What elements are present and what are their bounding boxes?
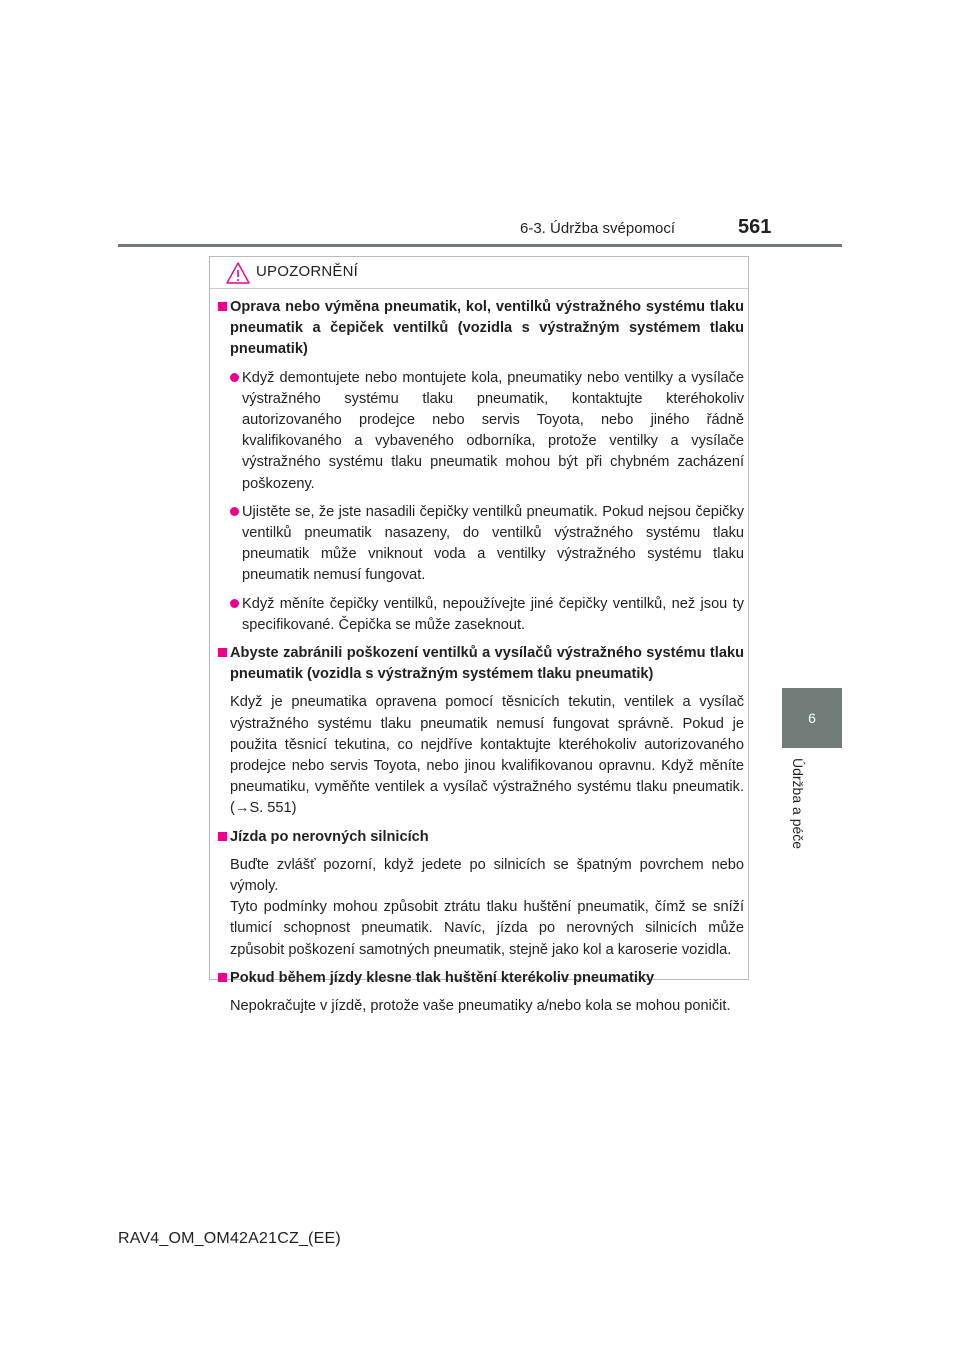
- bullet-text: Když demontujete nebo montujete kola, pneumatiky nebo ventilky a vysílače výstražného systému tlaku pneumatik, kontaktujte kteréhokoliv autorizovaného prodejce nebo servis Toyota, nebo jiného řádně kvalifikovaného a vybaveného odborníka, protože ventilky a vysílače výstražného systému tlaku pneumatik mohou být při chybném zacházení poškozeny.: [242, 369, 744, 492]
- caution-box: [209, 256, 749, 1015]
- chapter-tab: [782, 688, 842, 748]
- round-bullet-icon: [230, 373, 239, 382]
- section-heading: [218, 297, 744, 361]
- heading-text: Oprava nebo výměna pneumatik, kol, ventilků výstražného systému tlaku pneumatik a čepiček ventilků (vozidla s výstražným systémem tlaku pneumatik): [230, 299, 744, 358]
- paragraph: Když je pneumatika opravena pomocí těsnicích tekutin, ventilek a vysílač výstražného systému tlaku pneumatik nemusí fungovat správně. Pokud je použita těsnicí tekutina, co nejdříve kontaktujte kteréhokoliv autorizovaného prodejce nebo servis Toyota, nebo jinou kvalifikovanou opravnu. Když měníte pneumatiku, vyměňte ventilek a vysílač výstražného systému tlaku pneumatik. (→S. 551): [230, 694, 744, 817]
- document-code: RAV4_OM_OM42A21CZ_(EE): [118, 1230, 341, 1247]
- paragraph-line: Buďte zvlášť pozorní, když jedete po silnicích se špatným povrchem nebo výmoly.: [230, 856, 744, 895]
- section-title: 6-3. Údržba svépomocí: [520, 220, 676, 237]
- section-heading: [218, 827, 744, 848]
- caution-header: [210, 257, 748, 289]
- section-heading: [218, 968, 744, 989]
- bullet-text: Když měníte čepičky ventilků, nepoužívejte jiné čepičky ventilků, než jsou ty specifikované. Čepička se může zaseknout.: [242, 595, 744, 633]
- round-bullet-icon: [230, 507, 239, 516]
- caution-title: UPOZORNĚNÍ: [256, 263, 359, 280]
- heading-text: Pokud během jízdy klesne tlak huštění kterékoliv pneumatiky: [230, 969, 655, 986]
- bullet-item: [218, 368, 744, 495]
- paragraph-line: Tyto podmínky mohou způsobit ztrátu tlaku huštění pneumatik, čímž se sníží tlumicí schopnost pneumatik. Navíc, jízda po nerovných silnicích může způsobit poškození samotných pneumatik, stejně jako kol a karoserie vozidla.: [230, 899, 744, 958]
- page-number: 561: [738, 216, 772, 238]
- section-heading: [218, 643, 744, 685]
- paragraph: Nepokračujte v jízdě, protože vaše pneumatiky a/nebo kola se mohou poničit.: [230, 998, 731, 1015]
- chapter-label: Údržba a péče: [790, 758, 806, 850]
- square-bullet-icon: [218, 302, 227, 311]
- round-bullet-icon: [230, 599, 239, 608]
- chapter-number: 6: [808, 710, 816, 726]
- bullet-text: Ujistěte se, že jste nasadili čepičky ventilků pneumatik. Pokud nejsou čepičky ventilků pneumatik nasazeny, do ventilků výstražného systému tlaku pneumatik může vniknout voda a ventilky výstražného systému tlaku pneumatik nemusí fungovat.: [242, 503, 744, 584]
- heading-text: Abyste zabránili poškození ventilků a vysílačů výstražného systému tlaku pneumatik (vozidla s výstražným systémem tlaku pneumatik): [230, 645, 744, 683]
- paragraph: [218, 855, 744, 961]
- square-bullet-icon: [218, 973, 227, 982]
- caution-body: [218, 297, 744, 1024]
- square-bullet-icon: [218, 648, 227, 657]
- warning-triangle-icon: [225, 261, 251, 285]
- square-bullet-icon: [218, 832, 227, 841]
- header-divider: [118, 244, 842, 247]
- heading-text: Jízda po nerovných silnicích: [230, 828, 429, 845]
- bullet-item: [218, 594, 744, 636]
- bullet-item: [218, 502, 744, 587]
